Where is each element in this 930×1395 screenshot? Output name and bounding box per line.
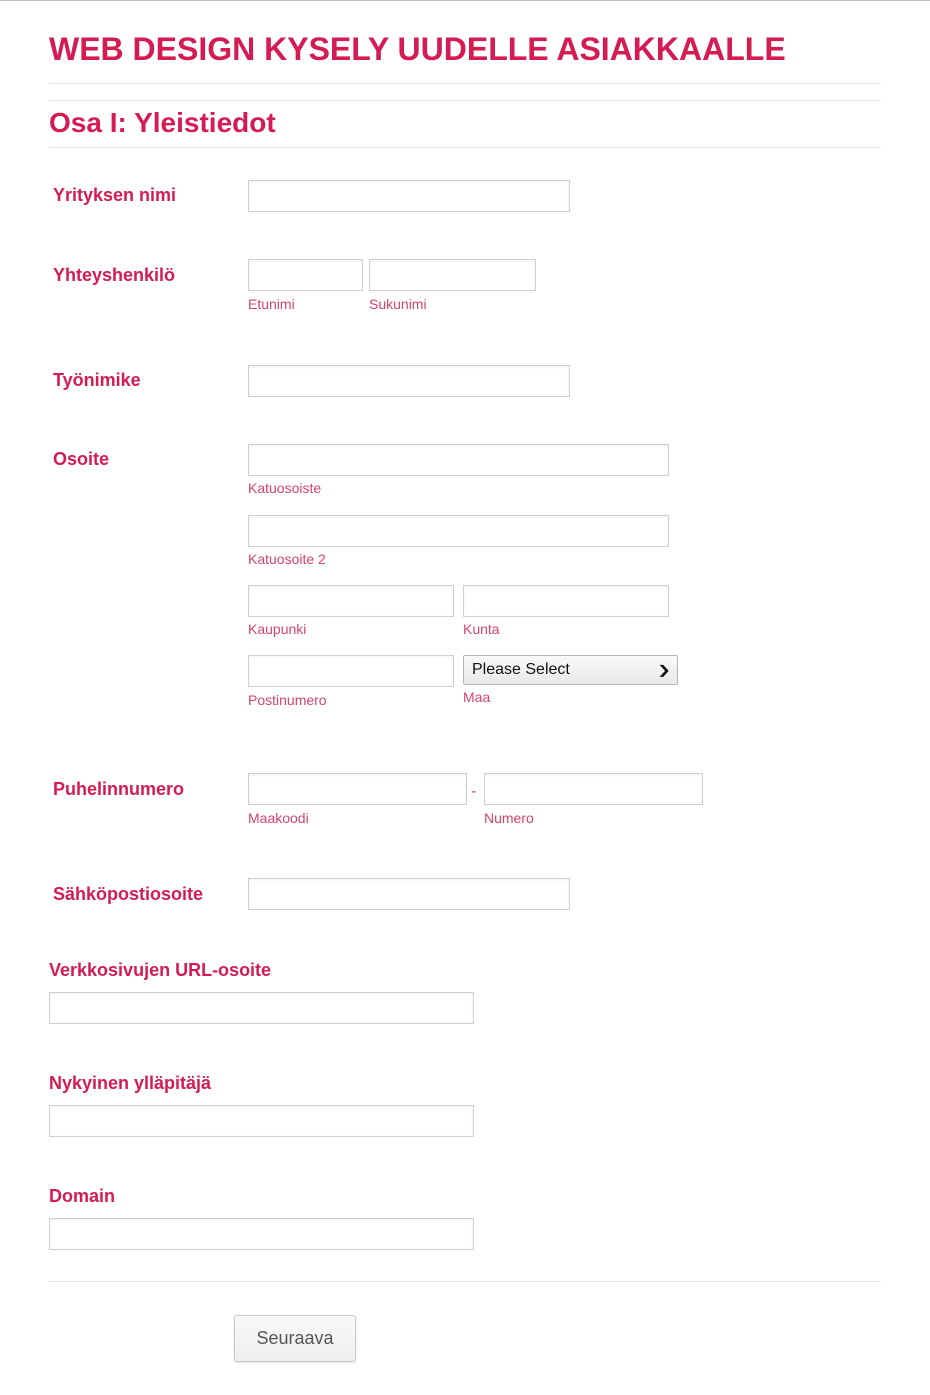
last-name-input[interactable] (369, 259, 536, 291)
domain-label: Domain (49, 1186, 116, 1206)
domain-input[interactable] (49, 1218, 474, 1250)
country-sublabel: Maa (463, 689, 491, 705)
state-input[interactable] (463, 585, 669, 617)
footer-divider (49, 1281, 881, 1282)
first-name-input[interactable] (248, 259, 363, 291)
address-label: Osoite (53, 449, 110, 469)
section-top-divider (49, 100, 881, 101)
current-host-label: Nykyinen ylläpitäjä (49, 1073, 212, 1093)
chevron-down-icon: ❯ (656, 663, 672, 677)
phone-number-input[interactable] (484, 773, 703, 805)
email-label: Sähköpostiosoite (53, 884, 204, 904)
current-host-input[interactable] (49, 1105, 474, 1137)
next-button[interactable]: Seuraava (234, 1315, 356, 1362)
city-sublabel: Kaupunki (248, 621, 307, 637)
first-name-sublabel: Etunimi (248, 296, 295, 312)
job-title-label: Työnimike (53, 370, 141, 390)
street-address-sublabel: Katuosoiste (248, 480, 322, 496)
top-border (0, 0, 930, 1)
title-divider (49, 83, 881, 84)
area-code-input[interactable] (248, 773, 467, 805)
phone-number-sublabel: Numero (484, 810, 534, 826)
country-select-value: Please Select (472, 661, 570, 678)
area-code-sublabel: Maakoodi (248, 810, 309, 826)
website-url-label: Verkkosivujen URL-osoite (49, 960, 272, 980)
street-address-2-input[interactable] (248, 515, 669, 547)
street-address-input[interactable] (248, 444, 669, 476)
postal-code-sublabel: Postinumero (248, 692, 327, 708)
section-bottom-divider (49, 147, 881, 148)
company-name-input[interactable] (248, 180, 570, 212)
postal-code-input[interactable] (248, 655, 454, 687)
country-select[interactable] (463, 655, 678, 685)
city-input[interactable] (248, 585, 454, 617)
form-title: WEB DESIGN KYSELY UUDELLE ASIAKKAALLE (49, 31, 786, 67)
section-title: Osa I: Yleistiedot (49, 107, 276, 138)
website-url-input[interactable] (49, 992, 474, 1024)
email-input[interactable] (248, 878, 570, 910)
state-sublabel: Kunta (463, 621, 500, 637)
phone-separator: - (471, 783, 477, 800)
company-name-label: Yrityksen nimi (53, 185, 177, 205)
last-name-sublabel: Sukunimi (369, 296, 427, 312)
street-address-2-sublabel: Katuosoite 2 (248, 551, 326, 567)
contact-person-label: Yhteyshenkilö (53, 265, 176, 285)
job-title-input[interactable] (248, 365, 570, 397)
phone-label: Puhelinnumero (53, 779, 185, 799)
